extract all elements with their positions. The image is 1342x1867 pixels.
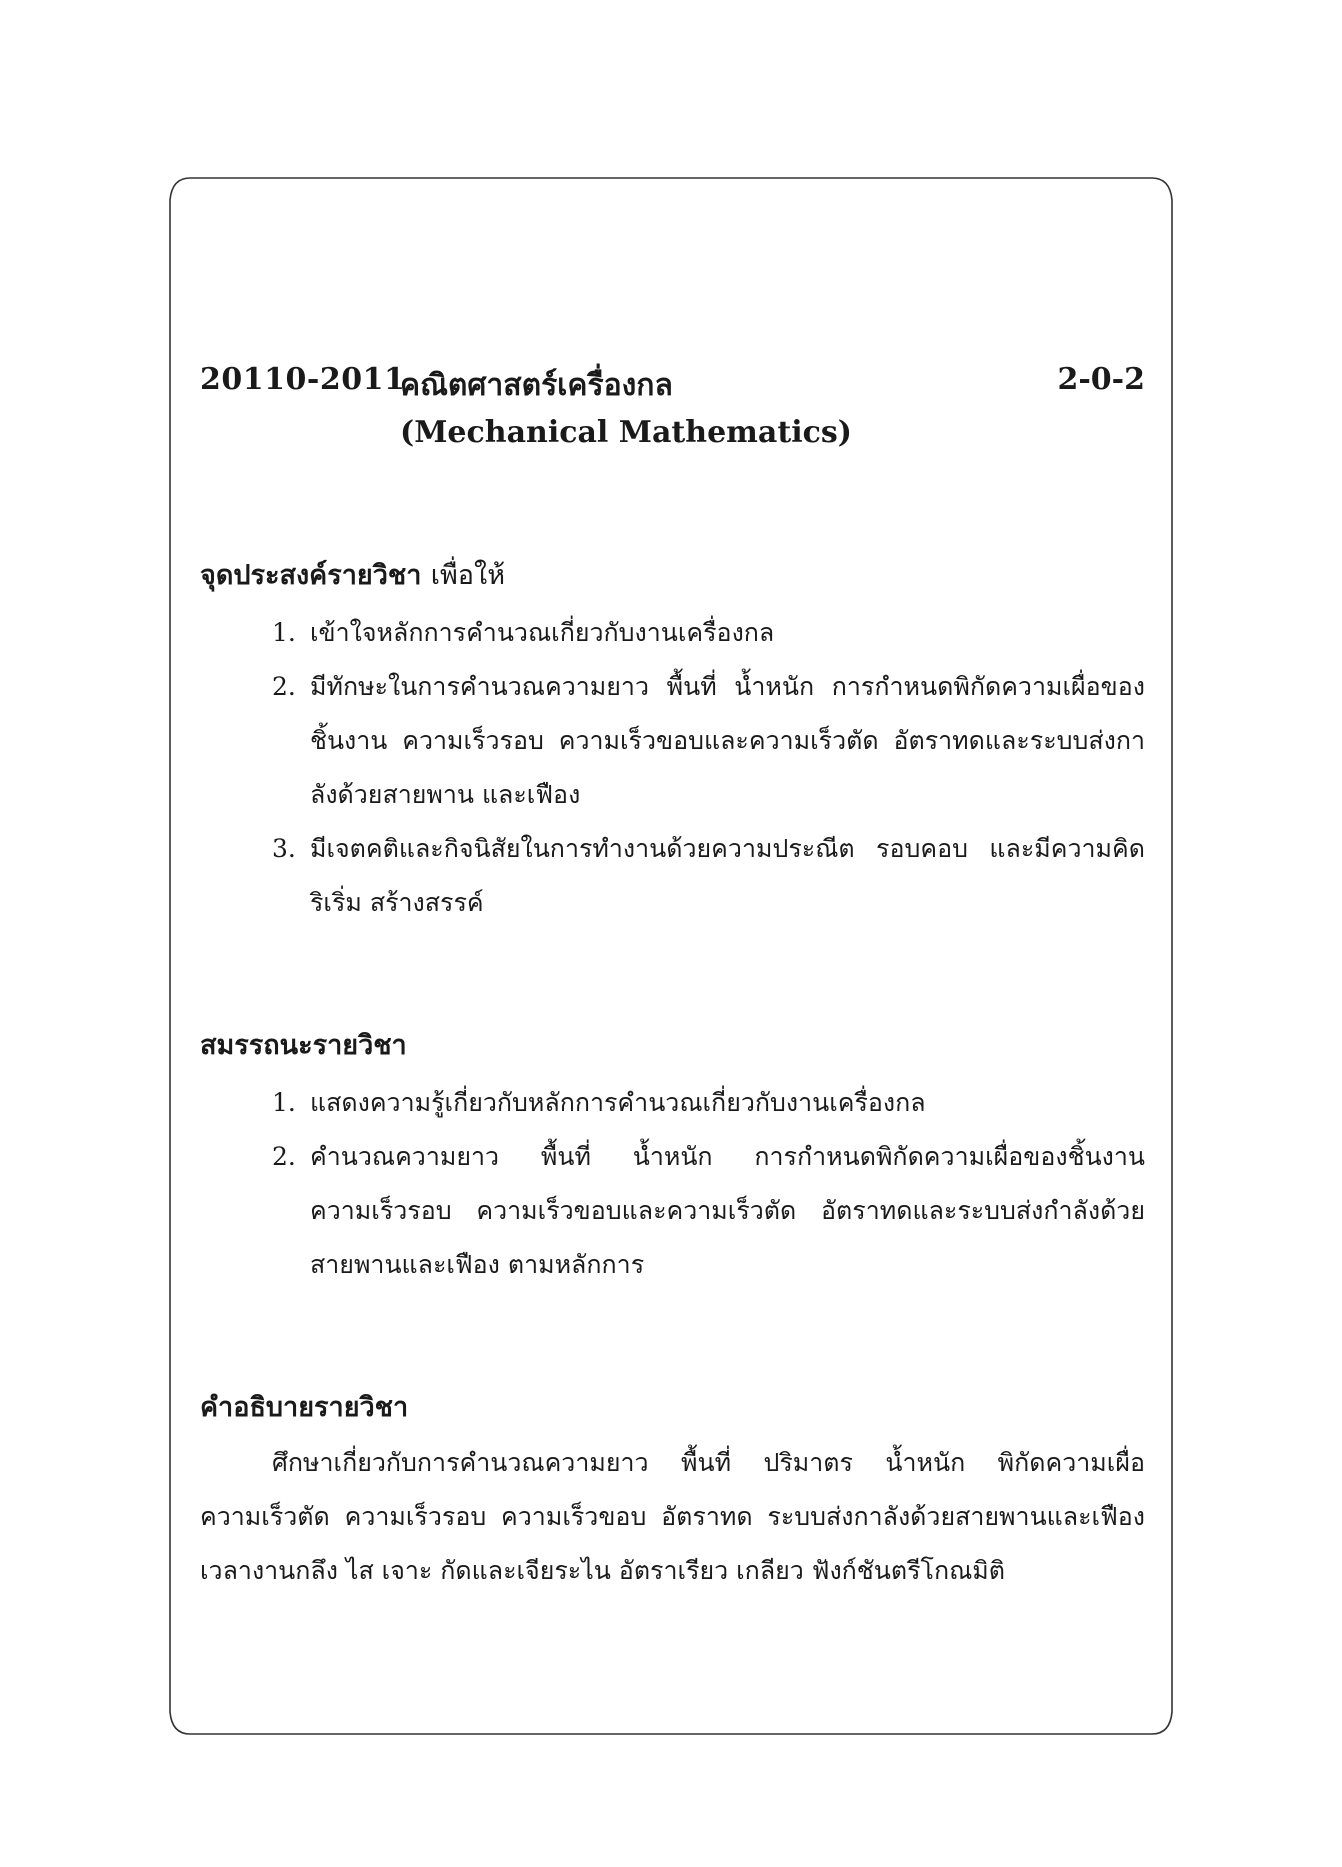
description-heading: คำอธิบายรายวิชา: [200, 1392, 409, 1423]
objectives-heading-text: จุดประสงค์รายวิชา: [200, 560, 422, 591]
list-item: [200, 822, 1145, 930]
objectives-section: [200, 556, 1145, 930]
competencies-list: [200, 1076, 1145, 1292]
list-item-number: 2.: [272, 672, 296, 701]
course-document: [200, 350, 1145, 1598]
list-item-number: 2.: [272, 1142, 296, 1171]
list-item-text: คำนวณความยาว พื้นที่ น้ำหนัก การกำหนดพิกัดความเผื่อของชิ้นงาน ความเร็วรอบ ความเร็วขอบและความเร็วตัด อัตราทดและระบบส่งกำลังด้วยสายพานและเฟือง ตามหลักการ: [310, 1142, 1145, 1279]
competencies-section: [200, 1026, 1145, 1292]
description-section: [200, 1388, 1145, 1598]
list-item-text: แสดงความรู้เกี่ยวกับหลักการคำนวณเกี่ยวกับงานเครื่องกล: [310, 1088, 926, 1117]
course-header: [200, 350, 1145, 460]
list-item: [200, 1076, 1145, 1130]
list-item: [200, 660, 1145, 822]
list-item-number: 1.: [272, 618, 296, 647]
objectives-heading: [200, 556, 1145, 596]
description-text: ศึกษาเกี่ยวกับการคำนวณความยาว พื้นที่ ปริมาตร น้ำหนัก พิกัดความเผื่อ ความเร็วตัด ความเร็วรอบ ความเร็วขอบ อัตราทด ระบบส่งกาลังด้วยสายพานและเฟือง เวลางานกลึง ไส เจาะ กัดและเจียระไน อัตราเรียว เกลียว ฟังก์ชันตรีโกณมิติ: [200, 1448, 1145, 1585]
list-item: [200, 606, 1145, 660]
objectives-heading-suffix: เพื่อให้: [430, 560, 505, 591]
course-credits: 2-0-2: [1057, 362, 1145, 397]
list-item: [200, 1130, 1145, 1292]
list-item-text: เข้าใจหลักการคำนวณเกี่ยวกับงานเครื่องกล: [310, 618, 775, 647]
list-item-number: 3.: [272, 834, 296, 863]
course-title-thai: คณิตศาสตร์เครื่องกล: [400, 368, 673, 403]
list-item-text: มีเจตคติและกิจนิสัยในการทำงานด้วยความประณีต รอบคอบ และมีความคิดริเริ่ม สร้างสรรค์: [310, 834, 1145, 917]
objectives-list: [200, 606, 1145, 930]
course-code: 20110-2011: [200, 362, 406, 397]
list-item-text: มีทักษะในการคำนวณความยาว พื้นที่ น้ำหนัก การกำหนดพิกัดความเผื่อของชิ้นงาน ความเร็วรอบ ความเร็วขอบและความเร็วตัด อัตราทดและระบบส่งกาลังด้วยสายพาน และเฟือง: [310, 672, 1145, 809]
competencies-heading: สมรรถนะรายวิชา: [200, 1030, 407, 1061]
course-title-english: (Mechanical Mathematics): [400, 415, 852, 450]
list-item-number: 1.: [272, 1088, 296, 1117]
